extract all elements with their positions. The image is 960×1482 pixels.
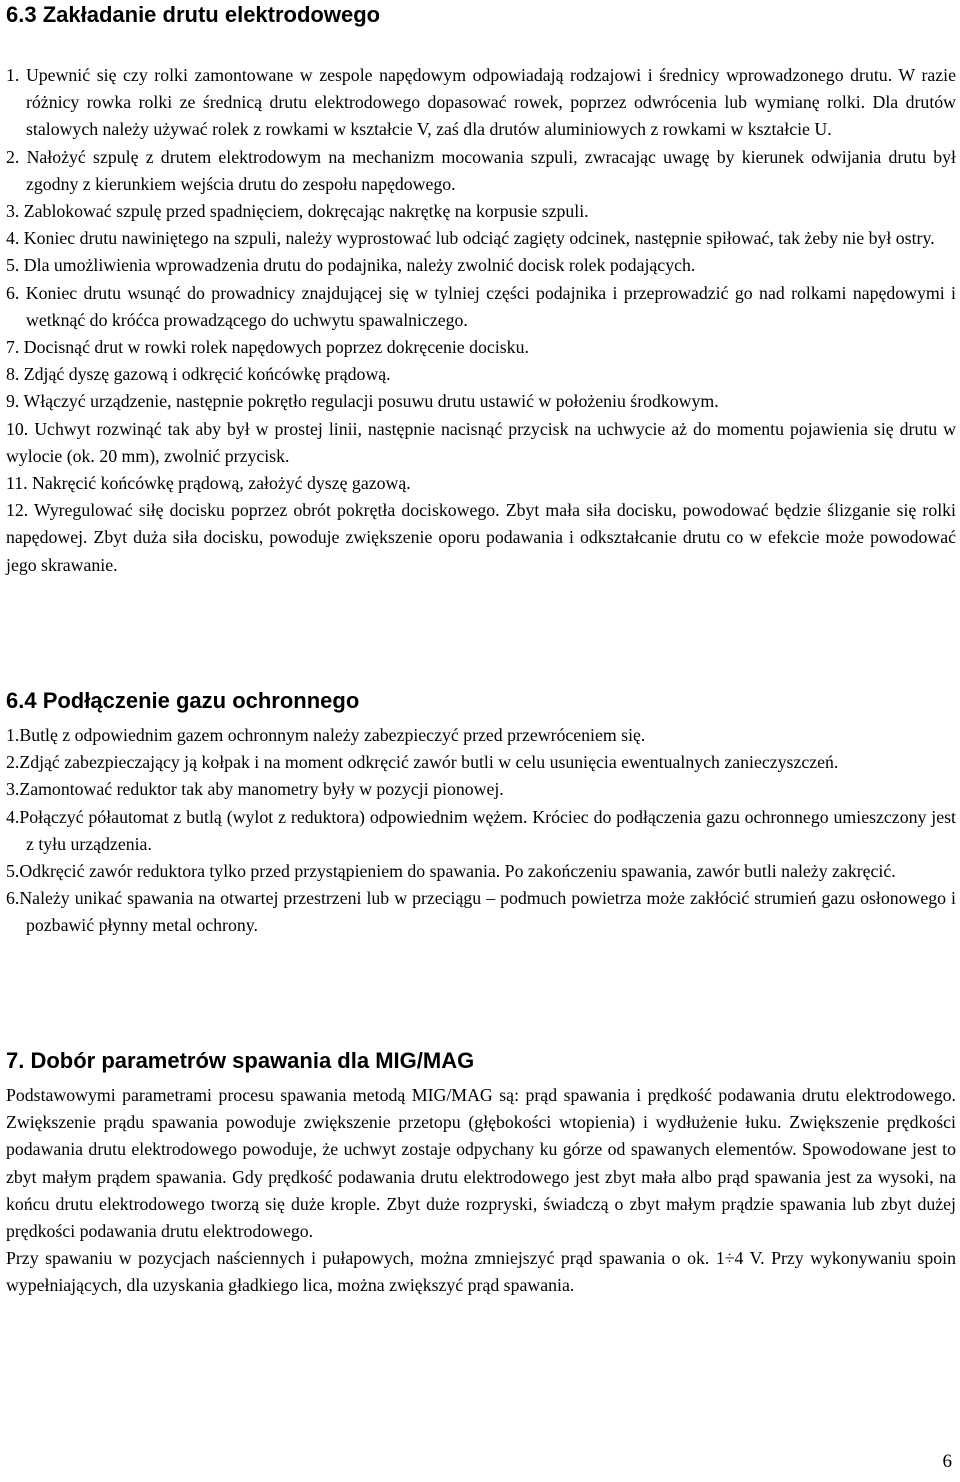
item-number: 6. <box>6 282 20 303</box>
item-text: Upewnić się czy rolki zamontowane w zespole napędowym odpowiadają rodzajowi i średnicy wprowadzonego drutu. W razie różnicy rowka rolki ze średnicą drutu elektrodowego dopasować rowek, poprzez odwrócenia lub wymianę rolki. Dla drutów stalowych należy używać rolek z rowkami w kształcie V, zaś dla drutów aluminiowych z rowkami w kształcie U. <box>25 65 956 140</box>
item-number: 7. <box>6 337 20 358</box>
paragraph: Przy spawaniu w pozycjach naściennych i pułapowych, można zmniejszyć prąd spawania o ok. 1÷4 V. Przy wykonywaniu spoin wypełniających, dla uzyskania gładkiego lica, można zwiększyć prąd spawania. <box>6 1248 956 1296</box>
list-item <box>6 497 956 579</box>
section-heading-7: 7. Dobór parametrów spawania dla MIG/MAG <box>6 1048 475 1073</box>
instruction-list-6-3 <box>6 62 956 579</box>
item-text: Połączyć półautomat z butlą (wylot z reduktora) odpowiednim wężem. Króciec do podłączenia gazu ochronnego umieszczony jest z tyłu urządzenia. <box>19 806 956 854</box>
list-item <box>6 776 956 803</box>
item-number: 2. <box>6 146 20 167</box>
list-item <box>6 416 956 470</box>
item-text: Wyregulować siłę docisku poprzez obrót pokrętła dociskowego. Zbyt mała siła docisku, powodować będzie ślizganie się rolki napędowej. Zbyt duża siła docisku, powoduje zwiększenie oporu podawania i odkształcanie drutu co w efekcie może powodować jego skrawanie. <box>6 500 956 575</box>
item-text: Należy unikać spawania na otwartej przestrzeni lub w przeciągu – podmuch powietrza może zakłócić strumień gazu osłonowego i pozbawić płynny metal ochrony. <box>19 888 956 936</box>
list-item <box>6 749 956 776</box>
item-text: Uchwyt rozwinąć tak aby był w prostej linii, następnie nacisnąć przycisk na uchwycie aż do momentu pojawienia się drutu w wylocie (ok. 20 mm), zwolnić przycisk. <box>6 418 956 466</box>
section-heading-6-3: 6.3 Zakładanie drutu elektrodowego <box>6 2 381 27</box>
item-number: 10. <box>6 418 29 439</box>
list-item <box>6 198 956 225</box>
instruction-list-6-4 <box>6 722 956 940</box>
item-text: Butlę z odpowiednim gazem ochronnym należy zabezpieczyć przed przewróceniem się. <box>19 725 646 745</box>
list-item <box>6 280 956 334</box>
item-number: 5. <box>6 861 20 882</box>
list-item <box>6 252 956 279</box>
item-number: 8. <box>6 364 20 385</box>
list-item <box>6 885 956 939</box>
list-item <box>6 470 956 497</box>
item-text: Zdjąć zabezpieczający ją kołpak i na moment odkręcić zawór butli w celu usunięcia ewentualnych zanieczyszczeń. <box>19 752 839 773</box>
item-number: 1. <box>6 65 20 85</box>
item-number: 1. <box>6 725 20 745</box>
item-number: 11. <box>6 473 28 494</box>
item-text: Nałożyć szpulę z drutem elektrodowym na mechanizm mocowania szpuli, zwracając uwagę by kierunek odwijania drutu był zgodny z kierunkiem wejścia drutu do zespołu napędowego. <box>26 146 956 194</box>
list-item <box>6 144 956 198</box>
item-text: Włączyć urządzenie, następnie pokrętło regulacji posuwu drutu ustawić w położeniu środkowym. <box>23 391 719 412</box>
list-item <box>6 225 956 252</box>
item-text: Zamontować reduktor tak aby manometry były w pozycji pionowej. <box>19 779 504 800</box>
page-number: 6 <box>942 1451 952 1472</box>
item-text: Nakręcić końcówkę prądową, założyć dyszę gazową. <box>32 473 411 494</box>
item-number: 9. <box>6 391 20 412</box>
item-text: Dla umożliwienia wprowadzenia drutu do podajnika, należy zwolnić docisk rolek podających. <box>23 255 696 276</box>
item-number: 12. <box>6 500 29 521</box>
item-number: 3. <box>6 779 20 800</box>
item-number: 4. <box>6 806 20 827</box>
list-item <box>6 858 956 885</box>
list-item <box>6 334 956 361</box>
item-number: 4. <box>6 228 20 249</box>
item-text: Koniec drutu wsunąć do prowadnicy znajdującej się w tylniej części podajnika i przeprowadzić go nad rolkami napędowymi i wetknąć do króćca prowadzącego do uchwytu spawalniczego. <box>25 282 956 330</box>
item-text: Docisnąć drut w rowki rolek napędowych poprzez dokręcenie docisku. <box>23 337 529 358</box>
list-item <box>6 388 956 415</box>
list-item <box>6 361 956 388</box>
item-text: Zablokować szpulę przed spadnięciem, dokręcając nakrętkę na korpusie szpuli. <box>23 201 589 222</box>
item-number: 6. <box>6 888 20 909</box>
list-item <box>6 722 956 749</box>
item-text: Odkręcić zawór reduktora tylko przed przystąpieniem do spawania. Po zakończeniu spawania, zawór butli należy zakręcić. <box>19 861 896 882</box>
section-7-body <box>6 1082 956 1300</box>
item-number: 2. <box>6 752 20 773</box>
item-text: Koniec drutu nawiniętego na szpuli, należy wyprostować lub odciąć zagięty odcinek, następnie spiłować, tak żeby nie był ostry. <box>23 228 935 249</box>
item-number: 5. <box>6 255 20 276</box>
list-item <box>6 62 956 144</box>
item-number: 3. <box>6 201 20 222</box>
list-item <box>6 804 956 858</box>
paragraph: Podstawowymi parametrami procesu spawania metodą MIG/MAG są: prąd spawania i prędkość podawania drutu elektrodowego. Zwiększenie prądu spawania powoduje zwiększenie przetopu (głębokości wtopienia) i wydłużenie łuku. Zwiększenie prędkości podawania drutu elektrodowego powoduje, że uchwyt zostaje odpychany ku górze od spawanych elementów. Spowodowane jest to zbyt małym prądem spawania. Gdy prędkość podawania drutu elektrodowego jest zbyt mała albo prąd spawania jest za wysoki, na końcu drutu elektrodowego tworzą się duże krople. Zbyt duże rozpryski, świadczą o zbyt małym prądzie spawania lub zbyt dużej prędkości podawania drutu elektrodowego. <box>6 1085 956 1242</box>
section-heading-6-4: 6.4 Podłączenie gazu ochronnego <box>6 688 360 713</box>
item-text: Zdjąć dyszę gazową i odkręcić końcówkę prądową. <box>23 364 391 385</box>
